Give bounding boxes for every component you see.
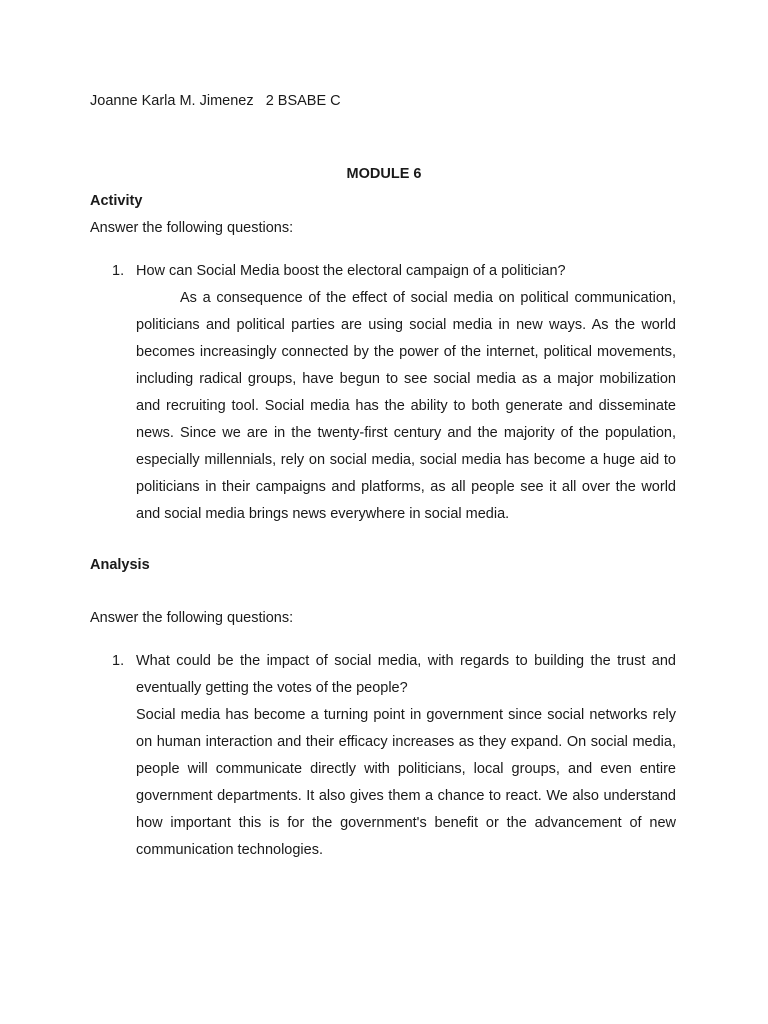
activity-answer-text: As a consequence of the effect of social media on political communication, politicians and political parties are using social media in new ways. As the world becomes increasingly connected by the power of the internet, political movements, including radical groups, have begun to see social media as a major mobilization and recruiting tool. Social media has the ability to both generate and disseminate news. Since we are in the twenty-first century and the majority of the population, especially millennials, rely on social media, social media has become a huge aid to politicians in their campaigns and platforms, as all people see it all over the world and social media brings news everywhere in social media.: [136, 290, 676, 522]
analysis-answer: Social media has become a turning point in government since social networks rely on human interaction and their efficacy increases as they expand. On social media, people will communicate directly with politicians, local groups, and even entire government departments. It also gives them a chance to react. We also understand how important this is for the government's benefit or the advancement of new communication technologies.: [136, 707, 676, 858]
activity-answer: [136, 285, 676, 528]
activity-question-number: 1.: [112, 263, 125, 279]
activity-instruction: Answer the following questions:: [90, 220, 294, 236]
analysis-heading: Analysis: [90, 557, 150, 573]
author-line: [90, 93, 341, 109]
activity-question: How can Social Media boost the electoral campaign of a politician?: [136, 263, 566, 279]
analysis-question-number: 1.: [112, 653, 125, 669]
student-section: 2 BSABE C: [265, 93, 341, 109]
module-title: MODULE 6: [346, 166, 422, 182]
analysis-question: What could be the impact of social media, with regards to building the trust and eventually getting the votes of the people?: [136, 653, 676, 696]
student-name: Joanne Karla M. Jimenez: [90, 93, 254, 109]
activity-heading: Activity: [90, 193, 143, 209]
analysis-instruction: Answer the following questions:: [90, 610, 294, 626]
